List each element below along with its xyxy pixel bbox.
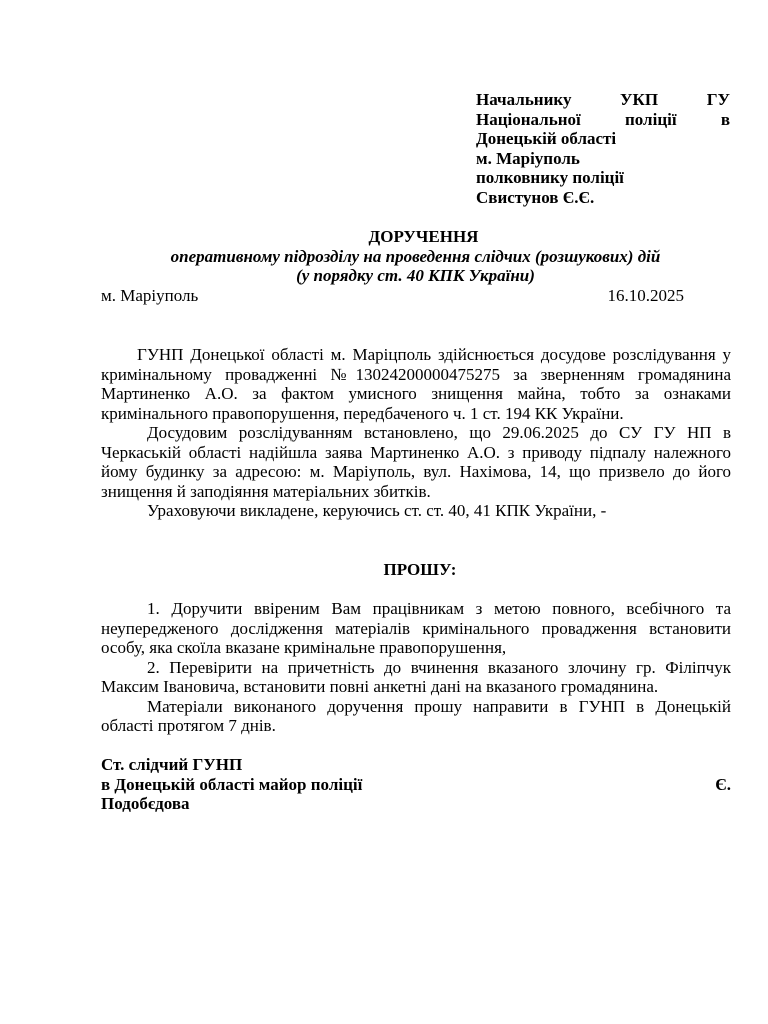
place-date-row <box>101 286 684 306</box>
document-body <box>101 345 731 521</box>
addressee-line: Начальнику УКП ГУ <box>476 90 730 109</box>
body-paragraph: Досудовим розслідуванням встановлено, що 29.06.2025 до СУ ГУ НП в Черкаській області надійшла заява Мартиненко А.О. з приводу підпалу належного йому будинку за адресою: м. Маріуполь, вул. Нахімова, 14, що призвело до його знищення й заподіяння матеріальних збитків. <box>101 423 731 501</box>
signature-initial: Є. <box>715 774 731 794</box>
document-subtitle-reference: (у порядку ст. 40 КПК України) <box>296 266 535 285</box>
addressee-block <box>476 90 730 207</box>
addressee-line: полковнику поліції <box>476 168 624 187</box>
document-title: ДОРУЧЕННЯ <box>368 227 479 246</box>
document-subtitle: оперативному підрозділу на проведення слідчих (розшукових) дій <box>170 246 661 266</box>
addressee-line: Донецькій області <box>476 129 617 148</box>
body-paragraph: ГУНП Донецької області м. Маріцполь здійснюється досудове розслідування у кримінальному провадженні №13024200000475275 за зверненням громадянина Мартиненко А.О. за фактом умисного знищення майна, тобто за ознаками кримінального правопорушення, передбаченого ч. 1 ст. 194 КК України. <box>101 345 731 423</box>
addressee-name: Свистунов Є.Є. <box>476 187 595 207</box>
request-heading: ПРОШУ: <box>383 560 457 579</box>
signature-position: Ст. слідчий ГУНП <box>101 755 243 774</box>
request-list <box>101 599 731 736</box>
signature-rank-row <box>101 775 731 795</box>
document-heading <box>100 227 731 286</box>
place: м. Маріуполь <box>101 286 199 305</box>
request-item: 1. Доручити ввіреним Вам працівникам з метою повного, всебічного та неупередженого дослідження матеріалів кримінального провадження встановити особу, яка скоїла вказане кримінальне правопорушення, <box>101 599 731 657</box>
signature-surname: Подобєдова <box>101 794 190 813</box>
addressee-line: м. Маріуполь <box>476 148 580 168</box>
date: 16.10.2025 <box>607 286 684 305</box>
addressee-line: Національної поліції в <box>476 109 730 129</box>
signature-block <box>101 755 731 814</box>
body-paragraph: Ураховуючи викладене, керуючись ст. ст. 40, 41 КПК України, - <box>147 501 607 520</box>
request-item: 2. Перевірити на причетність до вчинення вказаного злочину гр. Філіпчук Максим Івановича, встановити повні анкетні дані на вказаного громадянина. <box>101 657 731 696</box>
request-item: Матеріали виконаного доручення прошу направити в ГУНП в Донецькій області протягом 7 днів. <box>101 696 731 735</box>
signature-rank: в Донецькій області майор поліції <box>101 774 363 794</box>
